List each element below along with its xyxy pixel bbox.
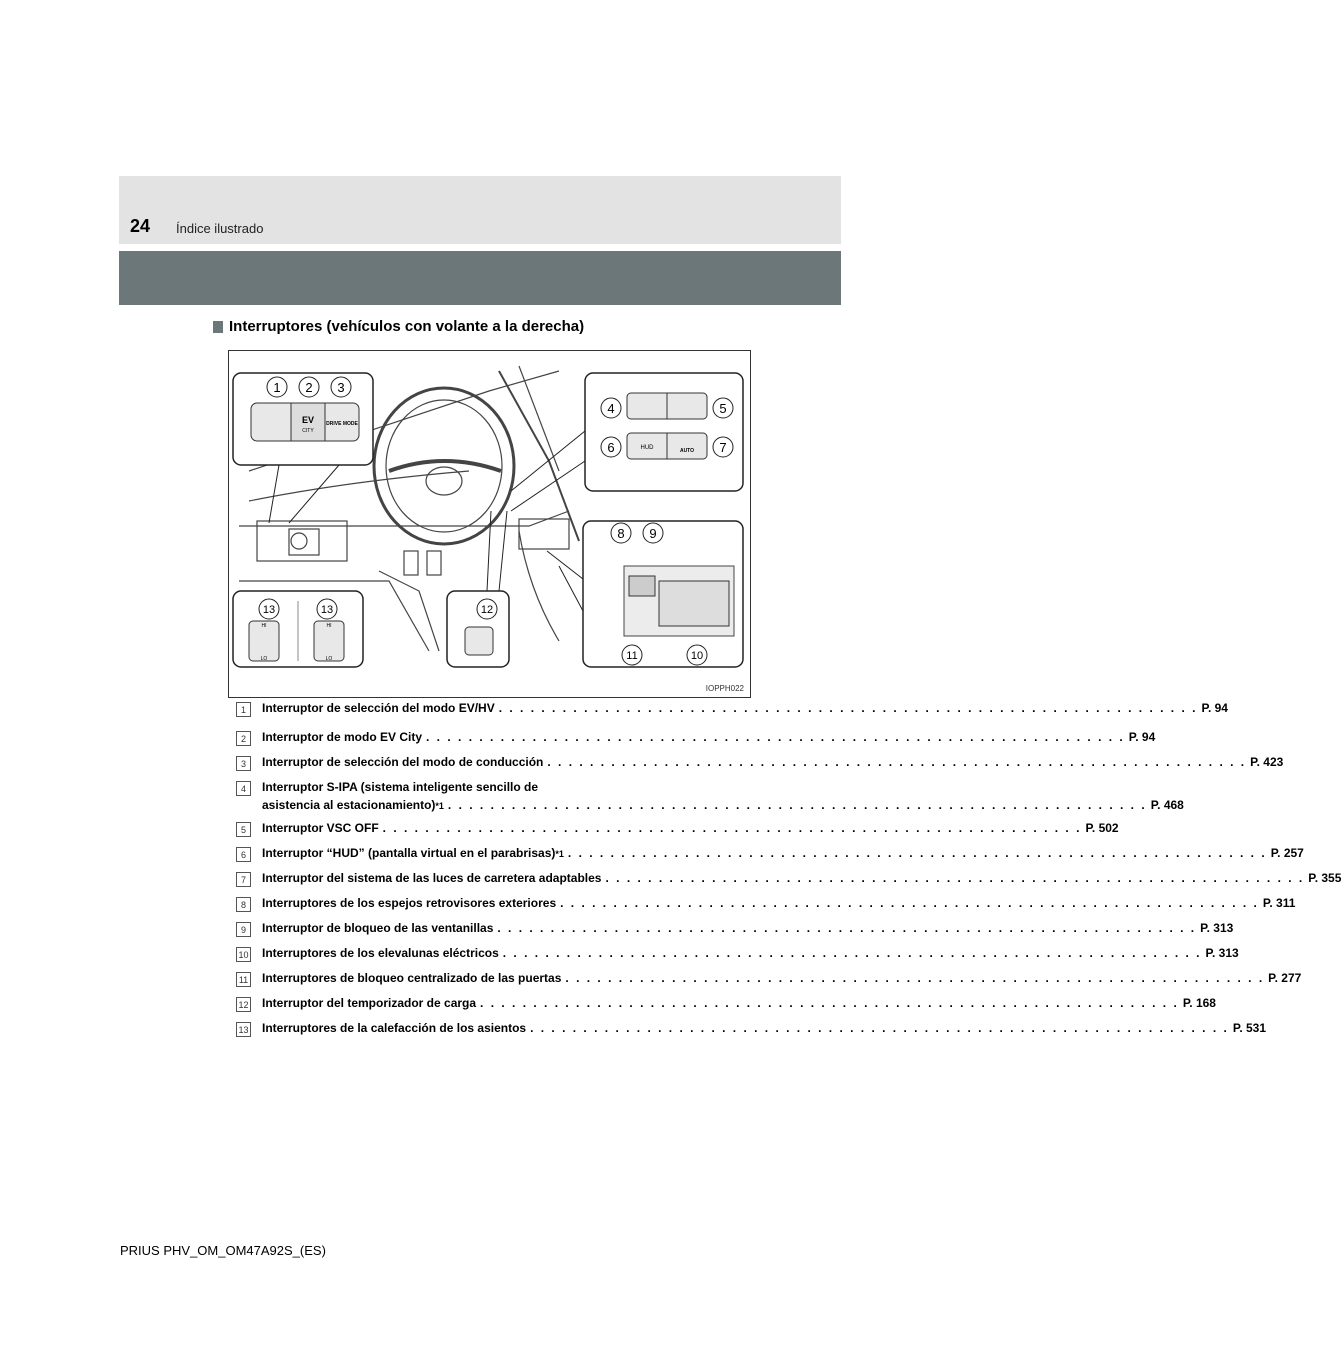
footnote-mark: *1 bbox=[435, 801, 444, 811]
svg-text:12: 12 bbox=[480, 604, 494, 616]
svg-text:1: 1 bbox=[273, 380, 281, 395]
page-reference: P. 94 bbox=[1201, 701, 1228, 715]
item-number-badge: 8 bbox=[236, 897, 251, 912]
leader-dots: . . . . . . . . . . . . . . . . . . . . . . . . . . . . . . . . . . . . . . . . . . . . . . . . . . . . . . . . . . . . . . . . . . bbox=[565, 971, 1265, 985]
svg-text:10: 10 bbox=[690, 650, 704, 662]
list-item bbox=[236, 730, 1156, 746]
page-reference: P. 423 bbox=[1250, 755, 1284, 769]
page-reference: P. 168 bbox=[1182, 996, 1216, 1010]
page-reference: P. 313 bbox=[1205, 946, 1239, 960]
item-label-continued: asistencia al estacionamiento) bbox=[262, 798, 436, 812]
list-item bbox=[236, 871, 1341, 887]
leader-dots: . . . . . . . . . . . . . . . . . . . . . . . . . . . . . . . . . . . . . . . . . . . . . . . . . . . . . . . . . . . . . . . . . . bbox=[530, 1021, 1229, 1035]
item-label: Interruptor de selección del modo de conducción bbox=[262, 755, 544, 769]
page-reference: P. 277 bbox=[1268, 971, 1302, 985]
list-item bbox=[236, 755, 1284, 771]
hi-label-left: HI bbox=[261, 623, 267, 629]
leader-dots: . . . . . . . . . . . . . . . . . . . . . . . . . . . . . . . . . . . . . . . . . . . . . . . . . . . . . . . . . . . . . . . . . . bbox=[560, 896, 1259, 910]
item-label: Interruptor del temporizador de carga bbox=[262, 996, 477, 1010]
item-label: Interruptores de la calefacción de los asientos bbox=[262, 1021, 527, 1035]
page-reference: P. 531 bbox=[1232, 1021, 1267, 1035]
svg-text:2: 2 bbox=[305, 380, 313, 395]
callout-7 bbox=[713, 437, 733, 457]
item-label: Interruptor del sistema de las luces de carretera adaptables bbox=[262, 871, 602, 885]
item-number-badge: 6 bbox=[236, 847, 251, 862]
lo-label-left: LO bbox=[260, 656, 268, 662]
page-reference: P. 313 bbox=[1200, 921, 1234, 935]
page-reference: P. 311 bbox=[1262, 896, 1296, 910]
item-number-badge: 3 bbox=[236, 756, 251, 771]
svg-text:7: 7 bbox=[719, 440, 727, 455]
item-number-badge: 11 bbox=[236, 972, 251, 987]
ev-label: EV bbox=[301, 415, 315, 425]
leader-dots: . . . . . . . . . . . . . . . . . . . . . . . . . . . . . . . . . . . . . . . . . . . . . . . . . . . . . . . . . . . . . . . . . . bbox=[498, 701, 1198, 715]
auto-label: AUTO bbox=[679, 448, 695, 454]
document-code: PRIUS PHV_OM_OM47A92S_(ES) bbox=[120, 1243, 326, 1258]
item-label: Interruptor S-IPA (sistema inteligente sencillo de bbox=[262, 780, 539, 794]
switches-illustration bbox=[228, 350, 751, 698]
item-label: Interruptores de los elevalunas eléctricos bbox=[262, 946, 499, 960]
callout-3 bbox=[331, 377, 351, 397]
item-label: Interruptor de bloqueo de las ventanillas bbox=[262, 921, 494, 935]
callout-13-left bbox=[259, 599, 279, 619]
leader-dots: . . . . . . . . . . . . . . . . . . . . . . . . . . . . . . . . . . . . . . . . . . . . . . . . . . . . . . . . . . . . . . . . . . bbox=[502, 946, 1202, 960]
item-label: Interruptor VSC OFF bbox=[262, 821, 379, 835]
item-number-badge: 4 bbox=[236, 781, 251, 796]
item-label: Interruptor “HUD” (pantalla virtual en el parabrisas) bbox=[262, 846, 556, 860]
callout-2 bbox=[299, 377, 319, 397]
subsection-title: Interruptores (vehículos con volante a la derecha) bbox=[229, 318, 585, 335]
lo-label-right: LO bbox=[325, 656, 333, 662]
leader-dots: . . . . . . . . . . . . . . . . . . . . . . . . . . . . . . . . . . . . . . . . . . . . . . . . . . . . . . . . . . . . . . . . . . bbox=[480, 996, 1179, 1010]
list-item bbox=[236, 946, 1239, 962]
square-bullet-icon bbox=[213, 321, 223, 333]
item-number-badge: 2 bbox=[236, 731, 251, 746]
list-item bbox=[236, 971, 1302, 987]
list-item bbox=[236, 846, 1304, 862]
drive-mode-label: DRIVE MODE bbox=[326, 421, 358, 427]
footnote-mark: *1 bbox=[555, 849, 564, 859]
item-number-badge: 10 bbox=[236, 947, 251, 962]
item-label: Interruptores de bloqueo centralizado de las puertas bbox=[262, 971, 562, 985]
callout-10 bbox=[687, 645, 707, 665]
svg-text:9: 9 bbox=[649, 526, 657, 541]
callout-5 bbox=[713, 398, 733, 418]
page-reference: P. 468 bbox=[1150, 798, 1184, 812]
leader-dots: . . . . . . . . . . . . . . . . . . . . . . . . . . . . . . . . . . . . . . . . . . . . . . . . . . . . . . . . . . . . . . . . . . bbox=[605, 871, 1305, 885]
svg-text:11: 11 bbox=[626, 650, 638, 662]
callout-12 bbox=[477, 599, 497, 619]
leader-dots: . . . . . . . . . . . . . . . . . . . . . . . . . . . . . . . . . . . . . . . . . . . . . . . . . . . . . . . . . . . . . . . . . . bbox=[426, 730, 1125, 744]
page-reference: P. 355 bbox=[1308, 871, 1341, 885]
list-item bbox=[236, 921, 1234, 937]
leader-dots: . . . . . . . . . . . . . . . . . . . . . . . . . . . . . . . . . . . . . . . . . . . . . . . . . . . . . . . . . . . . . . . . . . bbox=[382, 821, 1082, 835]
page-reference: P. 94 bbox=[1128, 730, 1156, 744]
item-number-badge: 7 bbox=[236, 872, 251, 887]
callout-11 bbox=[622, 645, 642, 665]
page-number: 24 bbox=[130, 216, 151, 236]
callout-4 bbox=[601, 398, 621, 418]
dashboard-drawing bbox=[229, 351, 750, 697]
leader-dots: . . . . . . . . . . . . . . . . . . . . . . . . . . . . . . . . . . . . . . . . . . . . . . . . . . . . . . . . . . . . . . . . . . bbox=[497, 921, 1197, 935]
list-item bbox=[236, 996, 1216, 1012]
callout-8 bbox=[611, 523, 631, 543]
leader-dots: . . . . . . . . . . . . . . . . . . . . . . . . . . . . . . . . . . . . . . . . . . . . . . . . . . . . . . . . . . . . . . . . . . bbox=[447, 798, 1147, 812]
page-reference: P. 257 bbox=[1270, 846, 1304, 860]
item-number-badge: 9 bbox=[236, 922, 251, 937]
callout-9 bbox=[643, 523, 663, 543]
svg-text:4: 4 bbox=[607, 401, 615, 416]
item-label: Interruptor de modo EV City bbox=[262, 730, 423, 744]
item-number-badge: 1 bbox=[236, 702, 251, 717]
hud-label: HUD bbox=[640, 445, 654, 451]
svg-text:13: 13 bbox=[262, 604, 276, 616]
figure-code: IOPPH022 bbox=[705, 684, 744, 693]
callout-13-right bbox=[317, 599, 337, 619]
item-number-badge: 12 bbox=[236, 997, 251, 1012]
svg-text:3: 3 bbox=[337, 380, 345, 395]
svg-text:6: 6 bbox=[607, 440, 615, 455]
leader-dots: . . . . . . . . . . . . . . . . . . . . . . . . . . . . . . . . . . . . . . . . . . . . . . . . . . . . . . . . . . . . . . . . . . bbox=[547, 755, 1247, 769]
section-title: Índice ilustrado bbox=[176, 221, 264, 236]
list-item bbox=[236, 821, 1119, 837]
hi-label-right: HI bbox=[326, 623, 332, 629]
city-label: CITY bbox=[302, 428, 314, 434]
callout-6 bbox=[601, 437, 621, 457]
callout-1 bbox=[267, 377, 287, 397]
page-reference: P. 502 bbox=[1085, 821, 1119, 835]
svg-text:5: 5 bbox=[719, 401, 727, 416]
list-item bbox=[236, 1021, 1267, 1037]
item-number-badge: 13 bbox=[236, 1022, 251, 1037]
svg-text:8: 8 bbox=[617, 526, 625, 541]
list-item bbox=[236, 896, 1296, 912]
item-label: Interruptores de los espejos retrovisores exteriores bbox=[262, 896, 557, 910]
item-label: Interruptor de selección del modo EV/HV bbox=[262, 701, 495, 715]
subsection-heading bbox=[213, 318, 584, 335]
title-band bbox=[119, 251, 841, 305]
list-item bbox=[236, 780, 1184, 812]
leader-dots: . . . . . . . . . . . . . . . . . . . . . . . . . . . . . . . . . . . . . . . . . . . . . . . . . . . . . . . . . . . . . . . . . . bbox=[567, 846, 1267, 860]
list-item bbox=[236, 701, 1228, 717]
svg-text:13: 13 bbox=[320, 604, 334, 616]
item-number-badge: 5 bbox=[236, 822, 251, 837]
